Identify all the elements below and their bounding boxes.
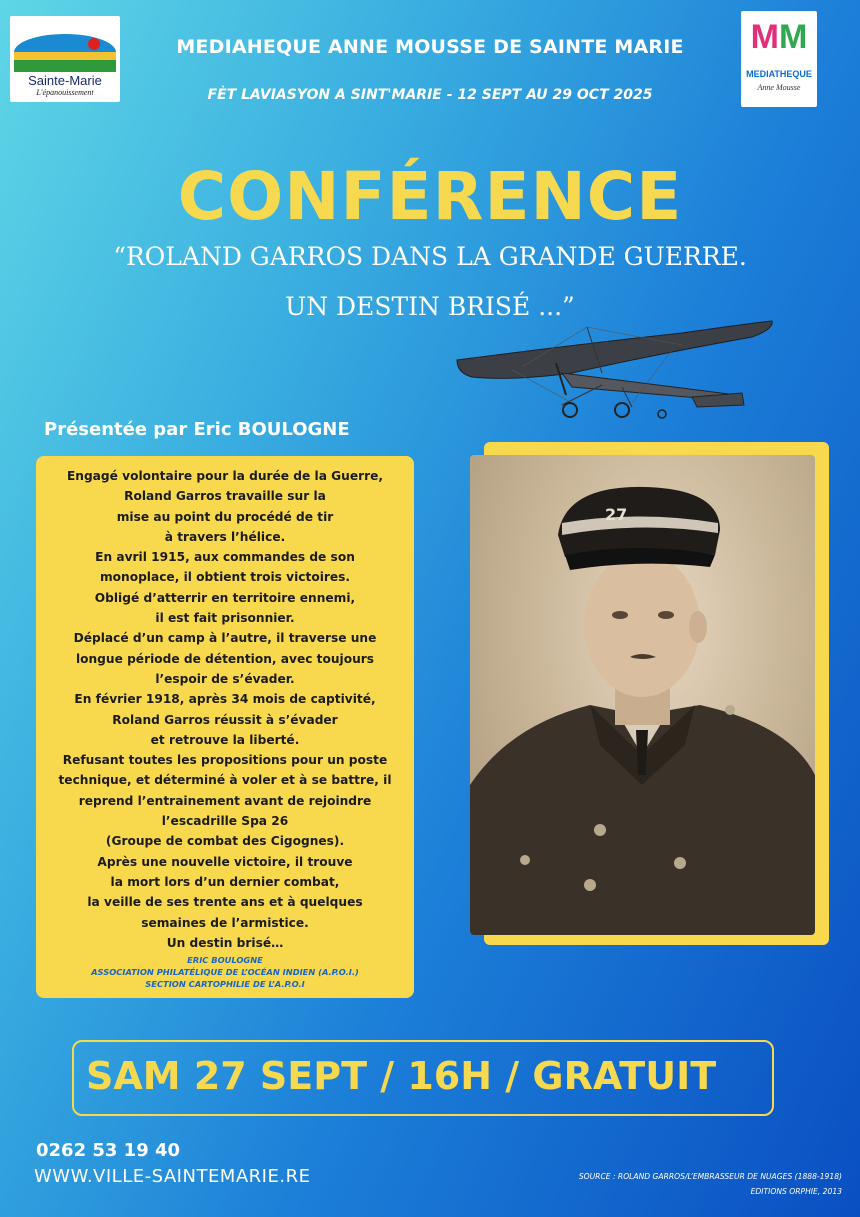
presenter-line: Présentée par Eric BOULOGNE bbox=[44, 419, 350, 440]
bio-line: Obligé d’atterrir en territoire ennemi, bbox=[94, 590, 356, 605]
biography-box bbox=[36, 456, 414, 998]
bio-line: et retrouve la liberté. bbox=[150, 732, 300, 747]
bio-line: En février 1918, après 34 mois de captivité, bbox=[74, 692, 376, 707]
website-link[interactable]: WWW.VILLE-SAINTEMARIE.RE bbox=[34, 1166, 311, 1187]
bio-line: semaines de l’armistice. bbox=[141, 915, 309, 930]
bio-line: il est fait prisonnier. bbox=[155, 611, 295, 626]
biography-text bbox=[46, 466, 404, 953]
portrait-photo bbox=[470, 455, 815, 935]
header-subtitle: FÈT LAVIASYON A SINT'MARIE - 12 SEPT AU 29 OCT 2025 bbox=[207, 87, 653, 103]
talk-title-line1: “ROLAND GARROS DANS LA GRANDE GUERRE. bbox=[113, 242, 747, 271]
bio-line: Roland Garros travaille sur la bbox=[124, 489, 326, 504]
bio-line: Engagé volontaire pour la durée de la Guerre, bbox=[66, 469, 384, 483]
header-title: MEDIAHEQUE ANNE MOUSSE DE SAINTE MARIE bbox=[176, 36, 684, 58]
bio-line: (Groupe de combat des Cigognes). bbox=[105, 834, 345, 849]
source-note bbox=[480, 1169, 842, 1199]
officer-portrait-icon bbox=[470, 455, 815, 935]
bio-line: la mort lors d’un dernier combat, bbox=[110, 874, 340, 889]
source-line: EDITIONS ORPHIE, 2013 bbox=[750, 1187, 842, 1196]
logo-left-name: Sainte-Marie bbox=[28, 73, 102, 88]
monoplane-illustration bbox=[452, 315, 782, 430]
bio-line: Un destin brisé… bbox=[166, 935, 284, 950]
credit-line: SECTION CARTOPHILIE DE L’A.P.O.I bbox=[145, 979, 305, 989]
credit-line: ERIC BOULOGNE bbox=[187, 955, 263, 965]
bio-line: reprend l’entrainement avant de rejoindre bbox=[78, 793, 372, 808]
talk-title-line2: UN DESTIN BRISÉ ...” bbox=[285, 292, 575, 321]
contact-phone: 0262 53 19 40 bbox=[36, 1140, 181, 1161]
mediatheque-logo bbox=[741, 11, 817, 107]
bio-line: Déplacé d’un camp à l’autre, il traverse une bbox=[73, 631, 377, 646]
source-line: SOURCE : ROLAND GARROS/L’EMBRASSEUR DE NUAGES (1888-1918) bbox=[578, 1172, 842, 1181]
bio-line: En avril 1915, aux commandes de son bbox=[95, 550, 355, 565]
author-credit bbox=[36, 954, 414, 990]
event-date-time: SAM 27 SEPT / 16H / GRATUIT bbox=[86, 1054, 717, 1098]
cap-number: 27 bbox=[605, 505, 628, 524]
logo-right-word: MEDIATHEQUE bbox=[746, 69, 812, 79]
bio-line: Roland Garros réussit à s’évader bbox=[112, 712, 338, 727]
bio-line: Refusant toutes les propositions pour un poste bbox=[62, 753, 388, 768]
sainte-marie-logo bbox=[10, 16, 120, 102]
logo-right-subtitle: Anne Mousse bbox=[757, 83, 801, 92]
bio-line: à travers l’hélice. bbox=[164, 529, 286, 544]
credit-line: ASSOCIATION PHILATÉLIQUE DE L’OCÉAN INDIEN (A.P.O.I.) bbox=[91, 967, 359, 977]
bio-line: l’espoir de s’évader. bbox=[155, 671, 295, 686]
bio-line: Après une nouvelle victoire, il trouve bbox=[97, 854, 353, 869]
bio-line: l’escadrille Spa 26 bbox=[161, 814, 289, 829]
bio-line: mise au point du procédé de tir bbox=[116, 509, 334, 524]
sun-icon bbox=[88, 38, 100, 50]
logo-left-tagline: L'épanouissement bbox=[36, 88, 94, 97]
conference-heading: CONFÉRENCE bbox=[177, 158, 683, 235]
bio-line: monoplace, il obtient trois victoires. bbox=[99, 570, 351, 585]
bio-line: longue période de détention, avec toujours bbox=[75, 651, 375, 666]
mediatheque-mark-icon: MM bbox=[750, 18, 808, 56]
bio-line: technique, et déterminé à voler et à se battre, il bbox=[58, 773, 392, 788]
bio-line: la veille de ses trente ans et à quelques bbox=[87, 895, 363, 910]
